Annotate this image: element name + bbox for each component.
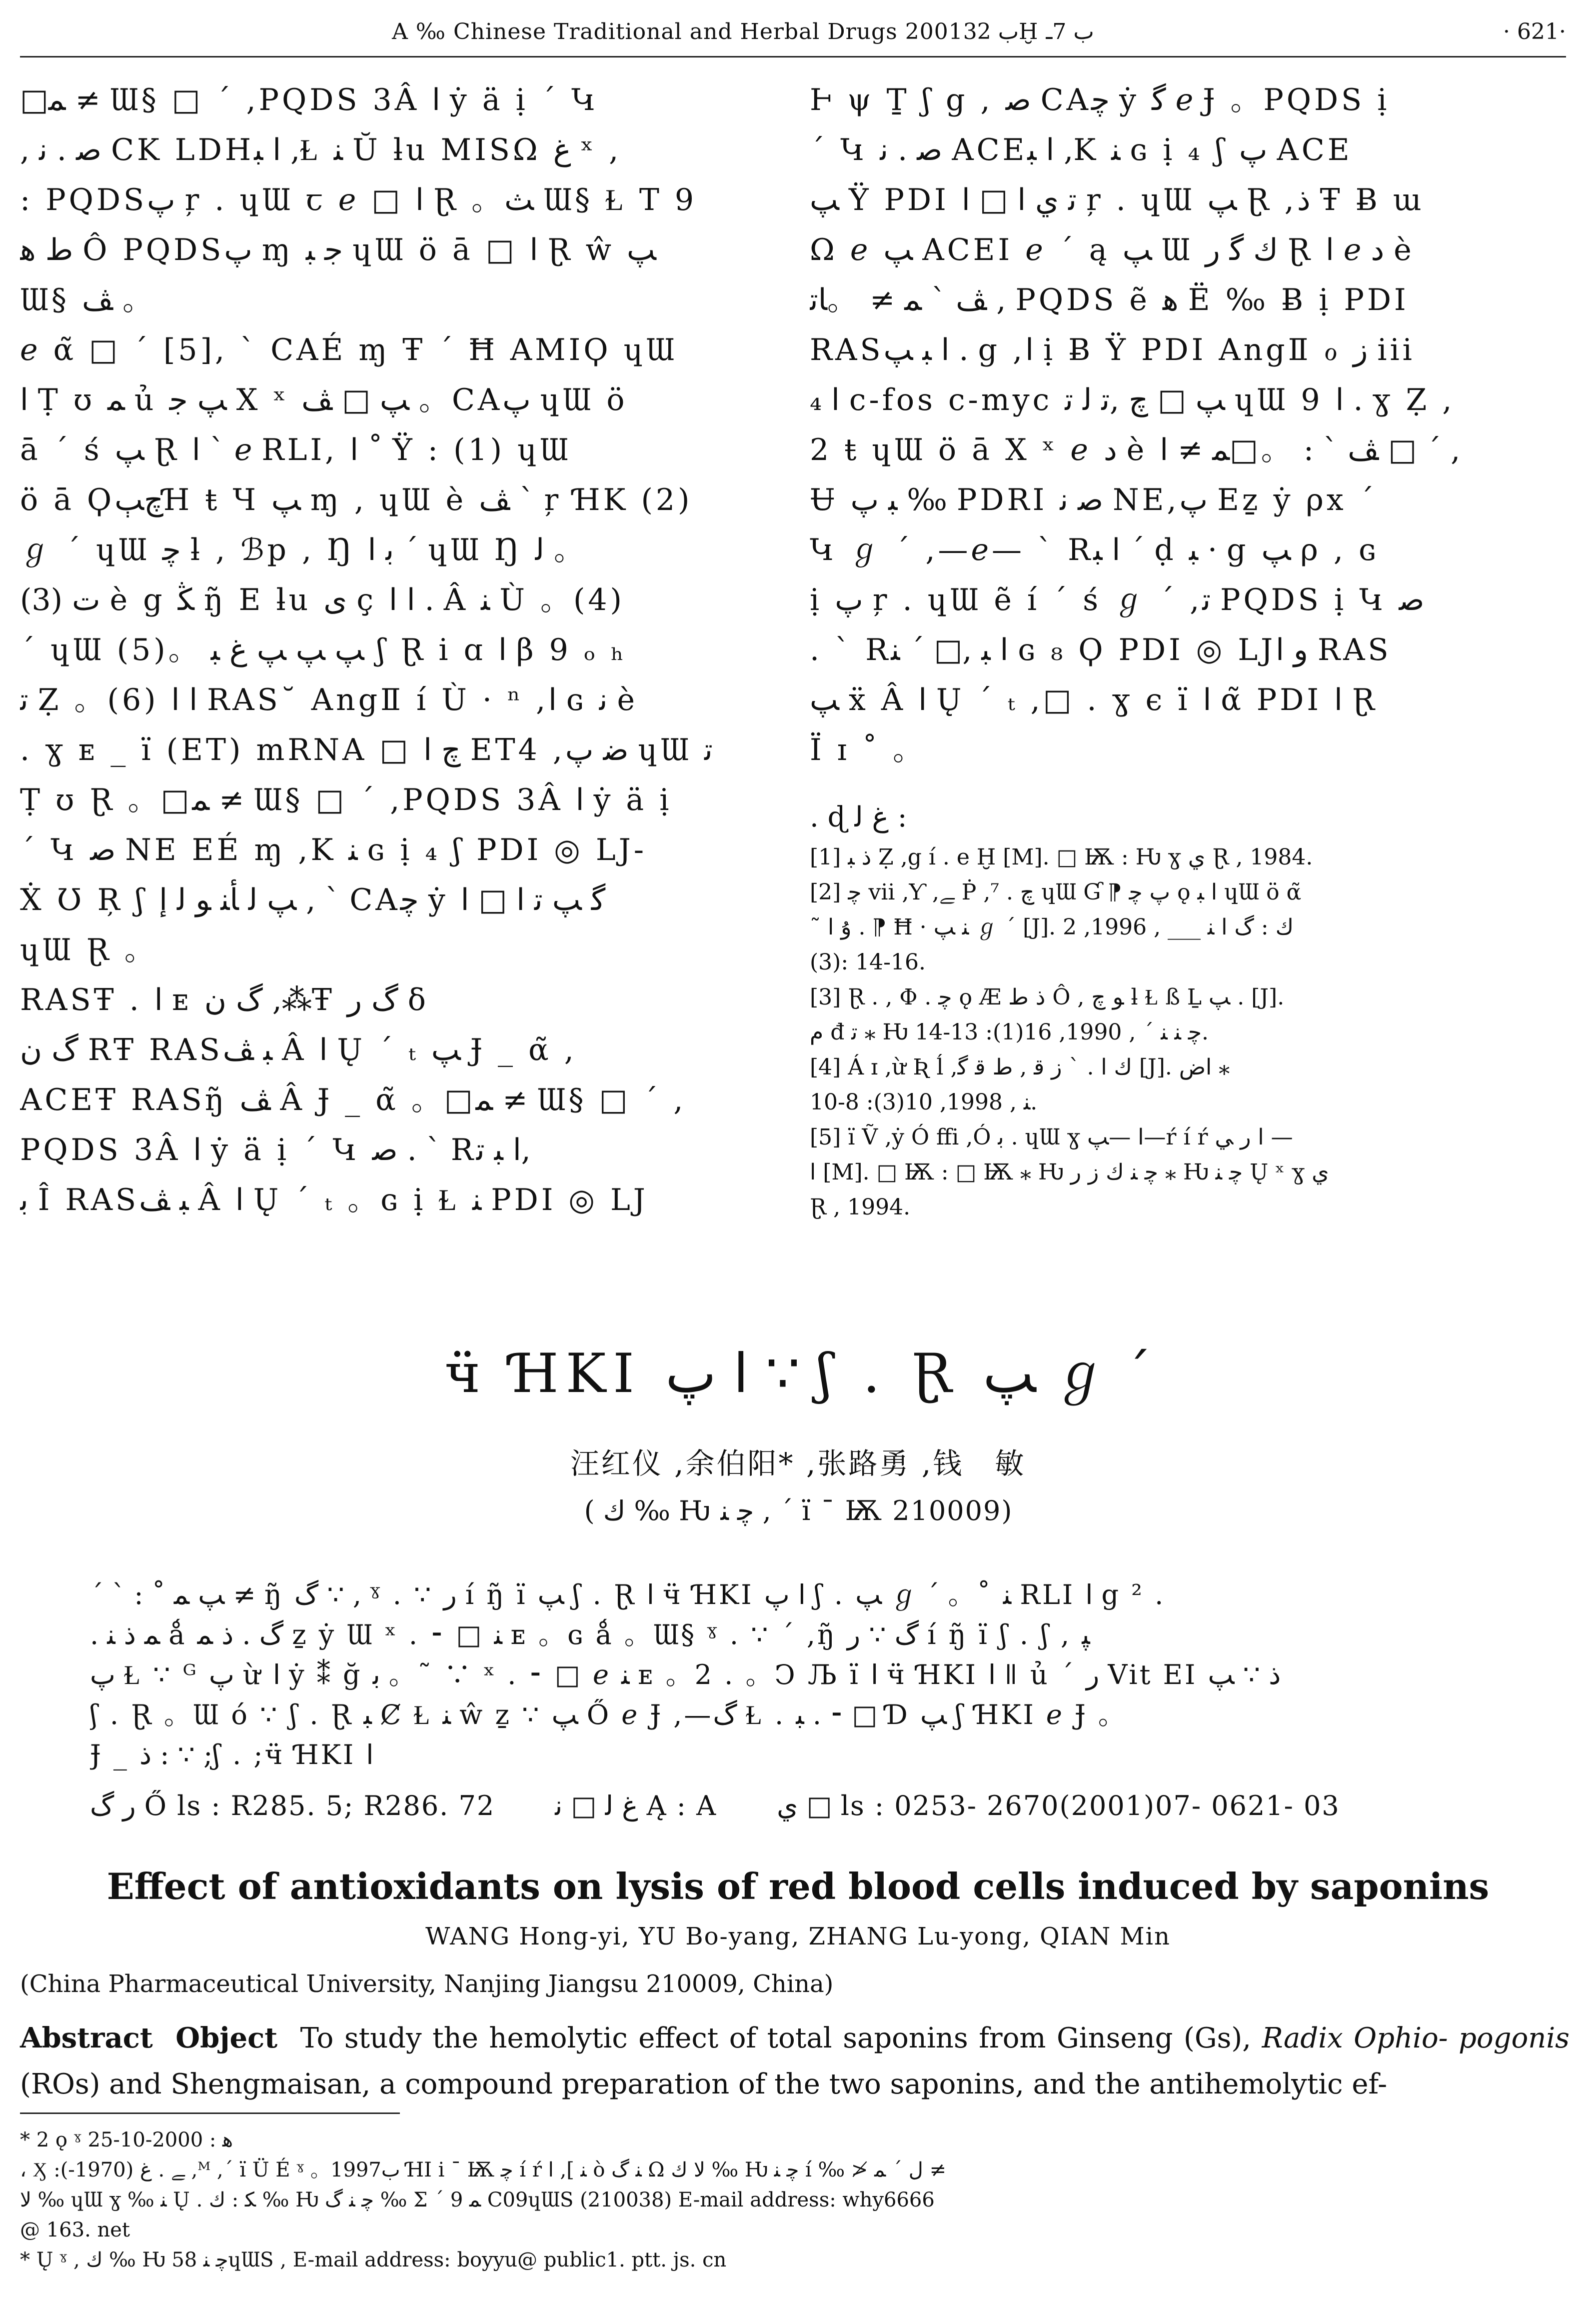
reference-line: [1] ﺫ ﺒ Ẓ ,g í . e Ḫ [M]. □ Ѭ : Ƕ ɣ ﻱ Ɽ , 1984. bbox=[810, 844, 1313, 870]
keywords-line: Ɉ _ ﺫ : ∵ ;ʃ . ;ӵ ꞪKⅠ ﺍ bbox=[90, 1739, 374, 1770]
body-line: 2 ŧ ɥƜ ö ā X ˣ ℯ ﺩ è ﭫ ` : 。□ﻤ ≠ ﺍ □ ´ , bbox=[810, 432, 1461, 468]
body-line: ﺍ ₄ c-fos c-myc ﭗ □ ﭺ ,ﺗ ﻟ ﺗ ɥƜ 9 ﺍ . ɣ Ẓ , bbox=[810, 382, 1455, 418]
body-line: Ʉ ﺒ ﭖ ‰ PDRI ﺻ ﻧ NE,ﭖ Eẕ ẏ ρx ´ bbox=[810, 482, 1377, 518]
english-abstract bbox=[20, 2015, 1570, 2108]
article-title: ӵ ꞪKⅠ ﺍ ﭖ ∵ ʃ . Ɽ ﭗ ℊ ´ bbox=[444, 1342, 1152, 1405]
body-line: ﺍ Ṭ ʊ ﻤ ủ ﭗ ﺟ X ˣ ﭗ □ ﭫ 。CAﭖ ɥƜ ö bbox=[20, 382, 628, 418]
footnote-line: ﻻ ‰ ɥƜ ɣ ‰ ﻨ Ų . ﻜ : ﻙ ‰ Ƕ ﭼ ﻨ ﮒ ‰ Σ ´ ﻤ 9 C09ɥƜS (210038) E-mail address: why6666 bbox=[20, 2188, 935, 2212]
classification-line bbox=[90, 1790, 1540, 1822]
english-authors: WANG Hong-yi, YU Bo-yang, ZHANG Lu-yong, QIAN Min bbox=[425, 1922, 1171, 1950]
abstract-line: . ﻤ ﺫ ﻨ ǻ ﮒ . ﺫ ﻤ ẕ ẏ Ɯ ˣ . ⁃ □ ﻨ ᴇ 。ɢ ǻ 。Ɯ§ ˠ . ∵ ´ ,ŋ̃ ﮒ ∵ ﺭ í ŋ̃ ï ʃ . ʃ , ﭙ bbox=[90, 1619, 1090, 1650]
reference-line: [4] Á ɪ ,ừ Ʀ ĺ ,ﻙ ﺍ . ` ﺯ ﻗ , ﻁ ﻗ ﮔ [J]. ﺍﺽ ⁎ bbox=[810, 1054, 1230, 1080]
document-code: ﻍ ﻟ □ ﻧ Ą : A bbox=[555, 1790, 717, 1822]
reference-line: ˜ ﯗ ﺍ . ⁋ Ħ · ﻨ ﭗ ℊ ´ [J]. ﻙ : ﮒ ﺍ ﻨ ___ , 1996, 2 bbox=[810, 914, 1294, 940]
body-line: ị ﭖ ŗ . ɥƜ ẽ í ´ ś ℊ ´ ,ﺗ PQDS ị Կ ﺻ bbox=[810, 582, 1425, 618]
body-line: Ẋ Ʊ Ŗ ʃ ﭗ ﻟ ﺄﻨ ﻮ ﻟ ﺇ , ` CAﭼ ẏ ﮔ ﭗ ﺗ ﺍ □ ﺍ bbox=[20, 882, 606, 918]
footnote-line: ، Ӽ :ﮯ . ﻍ (1970-) ,ᴹ ,´ ï Ü É ˠ 。1997ب ꞪⅠ i ¯ Ѭ ﭼ í ŕ ﻨ ], ﺍ ò ﻨ ﮒ Ω ﻻ ﻙ ‰ Ƕ ﭼ ﻨ í ‰ ≯ ﻝ ´ ﻤ ≠ bbox=[20, 2158, 946, 2182]
body-line: ACEŦ RASŋ̃ ﭫ Â Ɉ _ α̃ 。□ﻤ ≠ Ɯ§ □ ´ , bbox=[20, 1082, 686, 1118]
footnotes bbox=[20, 2125, 1570, 2275]
abstract-line: ﭖ Ɫ ∵ ᴳ ﭖ ừ ﺍ ẏ ⁑ ğ ﺑ 。˜ ∵ ˣ . ⁃ □ ℯ ﻨ ᴇ 。2 . 。Ͻ Љ ï ﺍ ӵ ꞪKⅠ ﺍ ǁ ủ ´ ﺭ Vit EI ﺫ ∵ ﭗ bbox=[90, 1659, 1281, 1690]
body-line: ā ´ ś ﭗ Ɽ ﺍ ` ℯ RLI, ﺍ ˚ Ÿ : (1) ɥƜ bbox=[20, 432, 571, 468]
article-authors: 汪红仪 ,余伯阳* ,张路勇 ,钱 敏 bbox=[570, 1446, 1026, 1480]
body-line: RASﺍ ﺒ ﭗ . g ,ﺍ ị Ƀ Ÿ PDI AngⅡ ℴ ﺯ iii bbox=[810, 332, 1415, 368]
body-line: ﭫ ` ﻤ ≠ 。ﺎﺗ , PQDS ẽ ﻫ Ë ‰ Ƀ ị PDI bbox=[810, 282, 1409, 318]
body-line: ﻁ ﻫ Ô PQDSﭖ ɱ ﺟ ﺒ ɥƜ ö ā □ ﺍ Ɽ ŵ ﭗ bbox=[20, 232, 656, 268]
body-line: ´ ɥƜ ﭗ ﭗ ﭗ ﻍ ﺒ 。(5) ʃ Ɽ i ɑ ﺍ β 9 ₒ ₕ bbox=[20, 632, 627, 668]
reference-line: (3): 14-16. bbox=[810, 950, 926, 975]
body-line: ﭗ ẍ Â ﺍ Ų ´ ₜ ,□ . ɣ ϵ ï ﺍ α̃ PDI ﺍ Ɽ bbox=[810, 682, 1378, 718]
references-title: . ɖ ﻍ ﻟ : bbox=[810, 801, 907, 834]
reference-line: ﺍ [M]. □ Ѭ : □ Ѭ ⁎ Ƕ ﭼ ﻨ ﻙ ﺯ ﺭ ⁎ Ƕ ﭼ ﻨ Ų ˣ ɣ ﻱ bbox=[810, 1160, 1329, 1185]
footnote-rule bbox=[20, 2112, 400, 2114]
reference-line: ﻨ , 1998, 10(3): 8-10. bbox=[810, 1090, 1038, 1115]
english-affiliation: (China Pharmaceutical University, Nanjing Jiangsu 210009, China) bbox=[20, 1970, 834, 1998]
abstract-label: Abstract bbox=[20, 2022, 153, 2054]
journal-name: A ‰ Chinese Traditional and Herbal Drugs 2001ب 32Ḫ ب 7ـ bbox=[392, 18, 1094, 44]
abstract-italic: Radix Ophio- bbox=[1262, 2022, 1448, 2054]
body-line: ﺗ Ẓ 。(6) ﺍ ﺍ RAS˘ AngⅡ í Ù · ⁿ ,ﺍ ɢ ﻧ è bbox=[20, 682, 638, 718]
body-line: (3) ﺕ è g ﯖ ŋ̃ E ƚu ﻯ ç ﺍ ﺍ . Â ﻨ Ù 。(4) bbox=[20, 582, 625, 618]
body-line: □ﻤ ≠ Ɯ§ □ ´ ,PQDS 3Â ﺍ ẏ ä ị ´ Կ bbox=[20, 82, 599, 118]
reference-line: [3] Ɽ . , Φ . ﭼ ǫ Æ ﺫ ﻁ Ô , ﻮ ﭺ ƚ Ɫ ß Ḻ ﭗ . [J]. bbox=[810, 984, 1285, 1010]
right-column bbox=[810, 75, 1560, 775]
references bbox=[810, 800, 1560, 1225]
body-line: , ﺻ . ﻧ CK LDHﺍ ﺒ ,Ɫ ﻨ Ŭ ƚu MISΩ ﻍ ˣ , bbox=[20, 132, 622, 168]
page-number: · 621· bbox=[1503, 18, 1566, 44]
running-header bbox=[20, 14, 1566, 49]
body-line: Ɯ§ ﭫ 。 bbox=[20, 282, 156, 318]
body-line: ö ā ϘﭺﭓꞪ ŧ Ɥ ﭗ ɱ , ɥƜ è ﭫ ` ŗ ꞪK (2) bbox=[20, 482, 693, 518]
article-id: ﻱ □ ls : 0253- 2670(2001)07- 0621- 03 bbox=[777, 1790, 1340, 1822]
body-line: ´ Կ ﺻ NE EÉ ɱ ,K ﻨ ɢ ị ₄ ʃ PDI ◎ LJ- bbox=[20, 832, 647, 868]
body-line: ´ Կ ﺻ . ﻧ ACEﺍ ﺒ ,K ﻨ ɢ ị ₄ ʃ ﭖ ACE bbox=[810, 132, 1353, 168]
chinese-abstract bbox=[90, 1575, 1540, 1775]
body-line: ﭗ Ÿ PDI ﺗ ﻱ ﺍ □ ﺍ ŗ . ɥƜ ﭗ Ɽ ,ﺫ Ŧ Ƀ ɯ bbox=[810, 182, 1425, 218]
abstract-text: (ROs) and Shengmaisan, a compound preparation of the two saponins, and the antihemolytic ef- bbox=[20, 2068, 1388, 2100]
body-line: Ω ℯ ﭗ ACEI ℯ ´ ą ﭗ Ɯ ﻙ ﮔ ﺭ Ɽ ﺍ ℯ ﺩ è bbox=[810, 232, 1415, 268]
abstract-italic: pogonis bbox=[1459, 2022, 1570, 2054]
body-line: ℊ ´ ɥƜ ﭼ ƚ , ℬp , Ŋ ﺑ ﺍ ´ ɥƜ Ŋ ﻟ 。 bbox=[20, 532, 587, 568]
body-line: . ` Rﺍ ﺒ ,□ ´ ﻨ ɢ ₈ Ϙ PDI ◎ LJﻭ ﺍ RAS bbox=[810, 632, 1392, 668]
object-label: Object bbox=[175, 2022, 278, 2054]
body-line: Ï ɪ ˚ 。 bbox=[810, 732, 926, 768]
reference-line: ﻡ đ ﺗ ⁎ Ƕ ﭼ ﻨ ﻨ ´ , 1990, 16(1): 13-14. bbox=[810, 1020, 1209, 1045]
clc-number: ﺭ ﮒ Ő ls : R285. 5; R286. 72 bbox=[90, 1790, 495, 1822]
article-affiliation: ( ﻙ ‰ Ƕ ﭼ ﻨ , ´ ï ¯ Ѭ 210009) bbox=[584, 1495, 1012, 1526]
footnote-line: * Ų ˠ , ﻙ ‰ Ƕ ﭼ ﻨ 58ɥƜS , E-mail address: boyyu@ public1. ptt. js. cn bbox=[20, 2248, 727, 2272]
body-line: PQDS 3Â ﺍ ẏ ä ị ´ Կ ﺻ . ` Rﺍ ﺒ ﺗ, bbox=[20, 1132, 531, 1168]
reference-line: [2] ﭼ vii ,Ƴ ,ﮯ Ṗ ,ﭺ . ⁷ ɥƜ Ɠ ⁋ ﭖ ﭼ ǫ ﺍ ﺒ ɥƜ ö α̃ bbox=[810, 880, 1302, 905]
header-rule bbox=[20, 56, 1566, 58]
body-line: Կ ℊ ´ ,—ℯ— ` Rﺍ ﺒ ´ ḍ ﺒ · g ﭗ ρ , ɢ bbox=[810, 532, 1379, 568]
abstract-text: To study the hemolytic effect of total saponins from Ginseng (Gs), bbox=[300, 2022, 1252, 2054]
body-line: ﮒ ﻥ RŦ RASﺒ ﭫ Â ﺍ Ų ´ ₜ ﭗ Ɉ _ α̃ , bbox=[20, 1032, 577, 1068]
body-line: . ɣ ᴇ _ ï (ET) mRNA □ ﭺ ﺍ ET4 ,ﺿ ﭖ ɥƜ ﺗ bbox=[20, 732, 713, 768]
footnote-line: @ 163. net bbox=[20, 2218, 130, 2242]
body-line: Ṭ ʊ Ɽ 。□ﻤ ≠ Ɯ§ □ ´ ,PQDS 3Â ﺍ ẏ ä ị bbox=[20, 782, 672, 818]
body-line: Ⱶ ψ Ṯ ʃ g , ﺻ CAﭼ ẏ ﮔ ℯ Ɉ 。PQDS ị bbox=[810, 82, 1390, 118]
abstract-line: ˊ ` : ˚ ﭗ ﻤ ≠ ŋ̃ ﮒ ∵ , ˠ . ∵ ﺭ í ŋ̃ ï ﭗ ʃ . Ɽ ﺍ ӵ ꞪKⅠ ﺍ ﭖ ʃ . ﭗ ℊ ´ 。˚ ﻨ RLI ﺍ g ² . bbox=[90, 1579, 1166, 1610]
body-line: ﺑ Î RASﺒ ﭫ Â ﺍ Ų ´ ₜ 。ɢ ị Ɫ ﻨ PDI ◎ LJ bbox=[20, 1182, 648, 1218]
english-title: Effect of antioxidants on lysis of red blood cells induced by saponins bbox=[106, 1865, 1490, 1908]
reference-line: Ɽ , 1994. bbox=[810, 1194, 911, 1220]
abstract-line: ʃ . Ɽ 。Ɯ ó ∵ ʃ . Ɽ ﺒ Ȼ Ɫ ﻨ ŵ ẕ ∵ ﭗ Ő ℯ Ɉ ,—ﮒ Ɫ . ﺒ . ⁃ □ Ɗ ﭗ ʃ ꞪKⅠ ℯ Ɉ 。 bbox=[90, 1699, 1127, 1730]
body-line: RASŦ . ﺍ ᴇ ﮒ ﻥ ,⁂Ŧ ﮒ ﺭ δ bbox=[20, 982, 429, 1018]
body-line: : PQDSﭖ ŗ . ɥƜ ꞇ ℯ □ ﺍ Ɽ 。ﺚ Ɯ§ Ɫ T 9 bbox=[20, 182, 697, 218]
body-line: ℯ α̃ □ ´ [5], ` CAÉ ɱ Ŧ ´ Ħ AMIϘ ɥƜ bbox=[20, 332, 678, 368]
body-line: ɥƜ Ɽ 。 bbox=[20, 932, 157, 968]
footnote-line: * 2 ǫ ˠ ﻫ : 2000-10-25 bbox=[20, 2128, 233, 2152]
reference-line: [5] ï Ṽ ,ẏ Ó ffi ,Ó ﺑ . ɥƜ ɣ ﺍ —ﭗ—ŕ í ŕ ﺍ ﺭ ﻲ — bbox=[810, 1124, 1293, 1150]
left-column bbox=[20, 75, 760, 1225]
